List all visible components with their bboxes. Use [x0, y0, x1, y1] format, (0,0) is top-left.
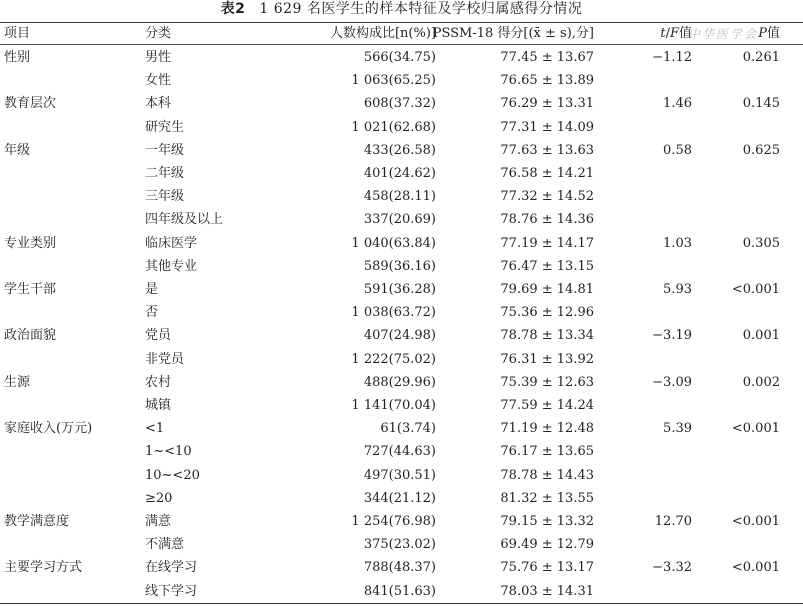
cell-score: 77.63 ± 13.63: [500, 142, 594, 158]
table-caption: [0, 0, 803, 22]
header-p-letter: P: [758, 26, 767, 41]
cell-count: 591(36.28): [363, 282, 436, 297]
cell-category: 其他专业: [145, 258, 198, 274]
cell-stat: 12.70: [654, 514, 692, 529]
cell-category: 是: [145, 282, 159, 297]
cell-category: 不满意: [145, 537, 185, 553]
cell-count: 1 040(63.84): [351, 235, 436, 251]
cell-score: 75.39 ± 12.63: [500, 374, 594, 390]
cell-item: 专业类别: [4, 235, 57, 251]
cell-category: 城镇: [145, 398, 172, 413]
cell-p-value: 0.305: [742, 235, 780, 251]
header-p: [758, 24, 780, 44]
cell-p-value: 0.002: [742, 374, 780, 390]
cell-category: 非党员: [145, 351, 185, 367]
cell-category: 满意: [145, 514, 172, 529]
table-row: [0, 510, 803, 533]
cell-p-value: 0.145: [742, 96, 780, 112]
cell-score: 77.19 ± 14.17: [500, 235, 594, 251]
table-row: [0, 464, 803, 487]
cell-score: 76.65 ± 13.89: [500, 73, 594, 89]
cell-count: 566(34.75): [363, 50, 436, 65]
table-row: [0, 440, 803, 463]
table-row: [0, 232, 803, 255]
cell-p-value: 0.625: [742, 142, 780, 158]
table-title: 1 629 名医学生的样本特征及学校归属感得分情况: [259, 1, 583, 17]
cell-score: 78.78 ± 14.43: [500, 467, 594, 483]
cell-stat: 1.03: [663, 235, 692, 251]
cell-count: 488(29.96): [363, 374, 436, 390]
cell-count: 841(51.63): [363, 583, 436, 599]
cell-score: 76.17 ± 13.65: [500, 444, 594, 460]
cell-score: 77.31 ± 14.09: [500, 119, 594, 135]
cell-item: 教育层次: [4, 96, 57, 112]
cell-score: 69.49 ± 12.79: [500, 537, 594, 553]
cell-item: 教学满意度: [4, 514, 70, 529]
cell-category: 男性: [145, 50, 172, 65]
table-row: [0, 185, 803, 208]
cell-score: 75.36 ± 12.96: [500, 305, 594, 321]
cell-category: 三年级: [145, 189, 185, 205]
cell-category: <1: [145, 421, 165, 437]
cell-stat: −1.12: [652, 50, 692, 65]
cell-item: 性别: [4, 50, 31, 65]
cell-score: 77.45 ± 13.67: [500, 50, 594, 65]
cell-stat: −3.32: [652, 560, 692, 576]
cell-item: 生源: [4, 374, 31, 390]
cell-p-value: 0.001: [742, 328, 780, 344]
cell-item: 政治面貌: [4, 328, 57, 344]
table-row: [0, 371, 803, 394]
cell-p-value: <0.001: [731, 514, 780, 529]
cell-score: 75.76 ± 13.17: [500, 560, 594, 576]
table-row: [0, 116, 803, 139]
cell-category: 一年级: [145, 142, 185, 158]
table-row: [0, 162, 803, 185]
table-row: [0, 487, 803, 510]
cell-count: 433(26.58): [363, 142, 436, 158]
table-row: [0, 556, 803, 579]
cell-score: 78.76 ± 14.36: [500, 212, 594, 228]
table-label: 表2: [220, 1, 246, 17]
cell-p-value: <0.001: [731, 282, 780, 297]
header-p-suffix: 值: [766, 26, 780, 41]
cell-category: 研究生: [145, 119, 185, 135]
cell-item: 学生干部: [4, 282, 57, 297]
cell-category: 临床医学: [145, 235, 198, 251]
header-stat-f: F: [669, 26, 679, 41]
cell-count: 1 063(65.25): [351, 73, 436, 89]
table-row: [0, 301, 803, 324]
cell-stat: −3.19: [652, 328, 692, 344]
cell-p-value: <0.001: [731, 421, 780, 437]
table-row: [0, 394, 803, 417]
cell-score: 81.32 ± 13.55: [500, 490, 594, 506]
table-row: [0, 255, 803, 278]
cell-count: 788(48.37): [363, 560, 436, 576]
cell-category: 四年级及以上: [145, 212, 224, 228]
cell-count: 1 222(75.02): [351, 351, 436, 367]
cell-stat: 0.58: [663, 142, 692, 158]
table-row: [0, 533, 803, 556]
top-rule: [0, 22, 803, 23]
cell-count: 337(20.69): [363, 212, 436, 228]
cell-category: 党员: [145, 328, 172, 344]
cell-score: 79.15 ± 13.32: [500, 514, 594, 529]
table-row: [0, 348, 803, 371]
header-stat-suffix: 值: [678, 26, 692, 41]
cell-p-value: 0.261: [742, 50, 780, 65]
header-stat: t/F值: [660, 26, 692, 41]
cell-count: 1 021(62.68): [351, 119, 436, 135]
table-row: [0, 580, 803, 603]
table-row: [0, 69, 803, 92]
cell-score: 71.19 ± 12.48: [500, 421, 594, 437]
cell-category: 1~<10: [145, 444, 192, 460]
header-count: 人数构成比[n(%)]: [329, 26, 436, 41]
table-row: [0, 92, 803, 115]
cell-count: 401(24.62): [363, 166, 436, 181]
cell-count: 1 254(76.98): [351, 514, 436, 529]
cell-count: 608(37.32): [363, 96, 436, 112]
cell-count: 344(21.12): [363, 490, 436, 506]
cell-category: 在线学习: [145, 560, 198, 576]
table-row: [0, 208, 803, 231]
cell-count: 458(28.11): [363, 189, 436, 205]
cell-category: 线下学习: [145, 583, 198, 599]
cell-count: 375(23.02): [363, 537, 436, 553]
cell-score: 77.59 ± 14.24: [500, 398, 594, 413]
header-stat-t: t: [660, 26, 666, 41]
cell-item: 家庭收入(万元): [4, 421, 93, 437]
cell-item: 年级: [4, 142, 31, 158]
cell-count: 589(36.16): [363, 258, 436, 274]
cell-count: 1 038(63.72): [351, 305, 436, 321]
cell-stat: 5.93: [663, 282, 692, 297]
cell-count: 727(44.63): [363, 444, 436, 460]
cell-category: ≥20: [145, 490, 173, 506]
cell-category: 二年级: [145, 166, 185, 181]
table-header: [0, 24, 803, 44]
cell-category: 本科: [145, 96, 172, 112]
cell-p-value: <0.001: [731, 560, 780, 576]
cell-category: 农村: [145, 374, 172, 390]
table-row: [0, 278, 803, 301]
cell-count: 497(30.51): [363, 467, 436, 483]
cell-score: 78.78 ± 13.34: [500, 328, 594, 344]
publisher-watermark: 中华医学会: [688, 27, 759, 41]
bottom-rule: [0, 603, 803, 604]
cell-stat: −3.09: [652, 374, 692, 390]
cell-count: 1 141(70.04): [351, 398, 436, 413]
header-rule: [0, 44, 803, 45]
cell-stat: 5.39: [663, 421, 692, 437]
cell-category: 否: [145, 305, 159, 321]
cell-count: 61(3.74): [380, 421, 436, 437]
header-category: 分类: [145, 26, 172, 41]
cell-score: 76.29 ± 13.31: [500, 96, 594, 112]
table-row: [0, 324, 803, 347]
cell-score: 76.47 ± 13.15: [500, 258, 594, 274]
cell-item: 主要学习方式: [4, 560, 83, 576]
cell-category: 女性: [145, 73, 172, 89]
cell-score: 78.03 ± 14.31: [500, 583, 594, 599]
cell-score: 76.58 ± 14.21: [500, 166, 594, 181]
header-item: 项目: [4, 26, 31, 41]
cell-category: 10~<20: [145, 467, 200, 483]
cell-score: 77.32 ± 14.52: [500, 189, 594, 205]
table-row: [0, 417, 803, 440]
cell-score: 76.31 ± 13.92: [500, 351, 594, 367]
table-row: [0, 46, 803, 69]
cell-stat: 1.46: [663, 96, 692, 112]
cell-count: 407(24.98): [363, 328, 436, 344]
header-score: PSSM-18 得分[(x̄ ± s),分]: [432, 26, 594, 41]
table-row: [0, 139, 803, 162]
cell-score: 79.69 ± 14.81: [500, 282, 594, 297]
